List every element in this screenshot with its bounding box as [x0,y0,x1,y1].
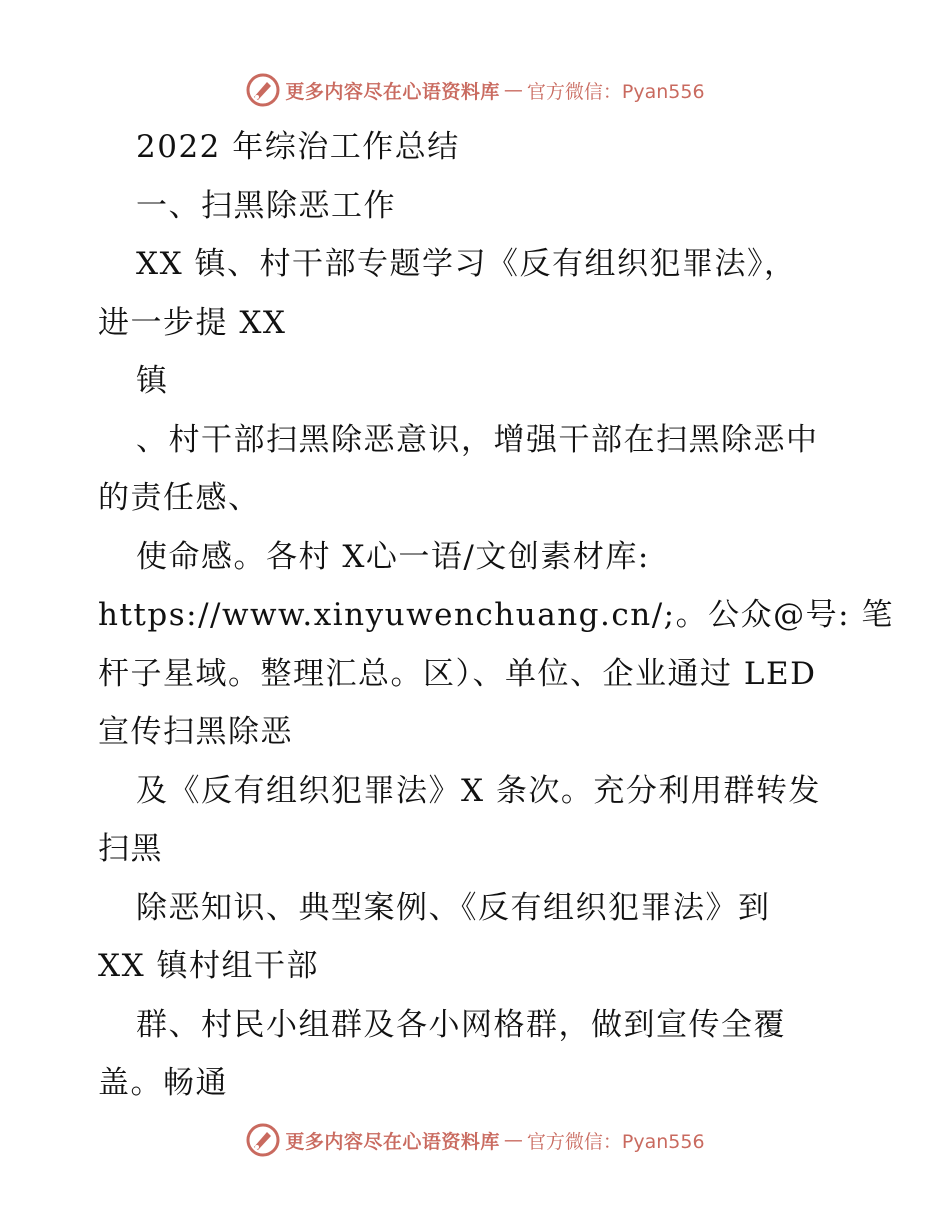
text-line: XX 镇、村干部专题学习《反有组织犯罪法》， [136,246,797,282]
banner-slogan: 更多内容尽在心语资料库 [285,80,500,103]
banner-separator: — [503,1129,523,1151]
text-line: 及《反有组织犯罪法》X 条次。充分利用群转发 [136,772,821,809]
pen-circle-icon [245,72,281,108]
text-line: XX 镇村组干部 [98,948,319,984]
banner-wechat-label: 官方微信：Pyan556 [526,1130,705,1153]
text-line: 群、村民小组群及各小网格群，做到宣传全覆 [136,1006,786,1043]
text-line: 进一步提 XX [98,304,287,341]
text-line: 扫黑 [98,831,163,867]
text-line: 、村干部扫黑除恶意识，增强干部在扫黑除恶中 [136,421,819,458]
document-body [98,118,894,1113]
text-line: 2022 年综治工作总结 [136,129,460,165]
banner-slogan: 更多内容尽在心语资料库 [285,1130,500,1153]
text-line: https://www.xinyuwenchuang.cn/;。公众@号: 笔 [98,597,894,633]
header-watermark-banner [0,68,950,112]
text-line: 镇 [136,363,169,399]
text-line: 宣传扫黑除恶 [98,714,293,750]
text-line: 一、扫黑除恶工作 [136,187,396,224]
text-line: 使命感。各村 X心一语/文创素材库: [136,538,650,575]
banner-separator: — [503,79,523,101]
text-line: 盖。畅通 [98,1065,228,1101]
banner-wechat-label: 官方微信：Pyan556 [526,80,705,103]
text-line: 除恶知识、典型案例、《反有组织犯罪法》到 [136,889,771,926]
text-line: 的责任感、 [98,480,261,516]
pen-circle-icon [245,1122,281,1158]
footer-watermark-banner [0,1118,950,1162]
text-line: 杆子星域。整理汇总。区）、单位、企业通过 LED [98,655,817,692]
